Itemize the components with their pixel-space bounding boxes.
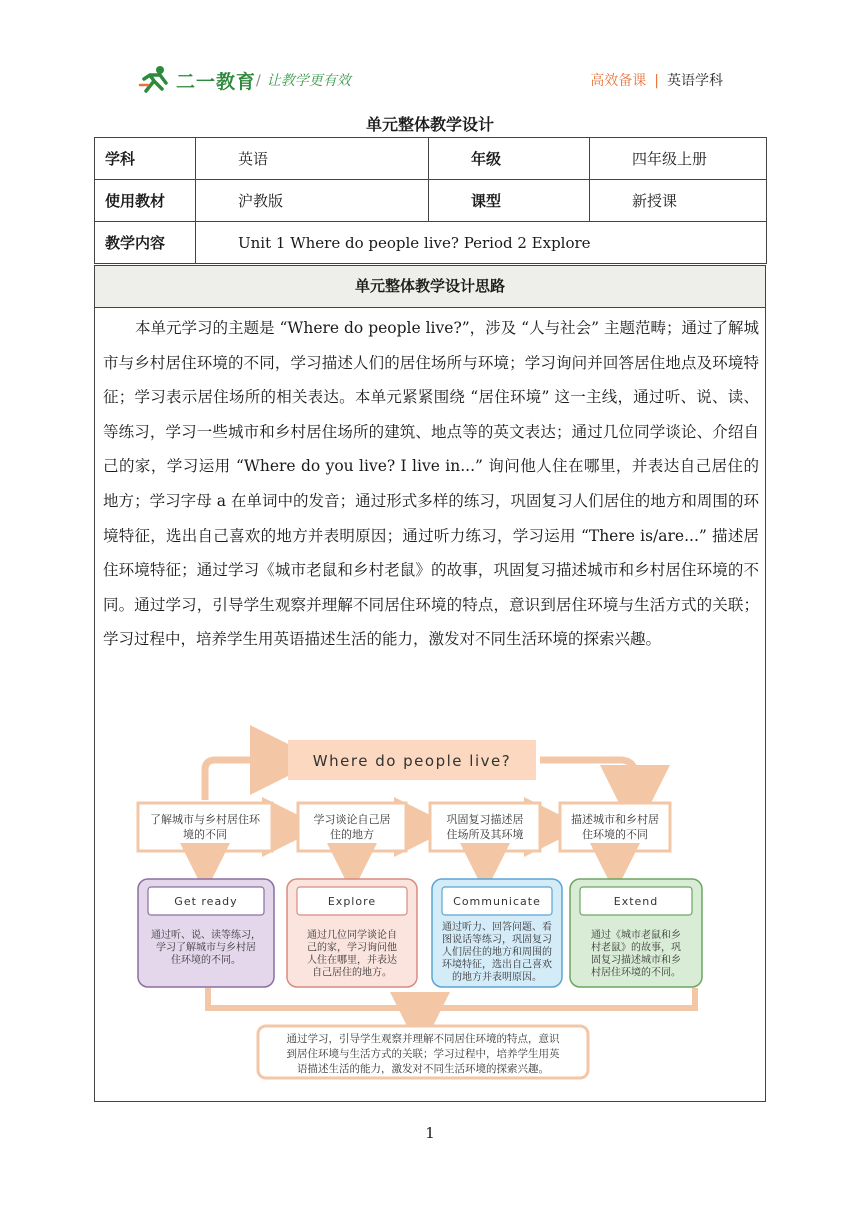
design-thinking-paragraph: 本单元学习的主题是 “Where do people live?”，涉及 “人与社会” 主题范畴；通过了解城市与乡村居住环境的不同，学习描述人们的居住场所与环境；学习询问并回答居住地点及环境特征；学习表示居住场所的相关表达。本单元紧紧围绕 “居住环境” 这一主线，通过听、说、读、等练习，学习一些城市和乡村居住场所的建筑、地点等的英文表达；通过几位同学谈论、介绍自己的家，学习运用 “Where do you live? I live in...” 询问他人住在哪里，并表达自己居住的地方；学习字母 a 在单词中的发音；通过形式多样的练习，巩固复习人们居住的地方和周围的环境特征，选出自己喜欢的地方并表明原因；通过听力练习，学习运用 “There is/are...” 描述居住环境特征；通过学习《城市老鼠和乡村老鼠》的故事，巩固复习描述城市和乡村居住环境的不同。通过学习，引导学生观察并理解不同居住环境的特点，意识到居住环境与生活方式的关联；学习过程中，培养学生用英语描述生活的能力，激发对不同生活环境的探索兴趣。 bbox=[103, 319, 759, 649]
lesson-type-label: 课型 bbox=[429, 180, 590, 222]
goal-box bbox=[138, 803, 272, 851]
header-tag-prep: 高效备课 bbox=[590, 73, 647, 89]
goal-box bbox=[430, 803, 540, 851]
stage-desc: 通过听、说、读等练习， bbox=[151, 930, 261, 941]
loop-arrow-left bbox=[205, 760, 285, 800]
textbook-value: 沪教版 bbox=[196, 180, 429, 222]
logo-text: 二一教育 bbox=[176, 70, 257, 93]
grade-value: 四年级上册 bbox=[590, 138, 767, 180]
goal-text: 境的不同 bbox=[183, 828, 227, 841]
goal-box bbox=[298, 803, 406, 851]
loop-arrow-right bbox=[540, 760, 635, 800]
stage-desc: 村老鼠》的故事，巩 bbox=[591, 942, 681, 954]
stage-desc: 自己居住的地方。 bbox=[312, 967, 392, 979]
goal-text: 了解城市与乡村居住环 bbox=[150, 813, 260, 826]
stage-name: Extend bbox=[613, 895, 659, 908]
stage-desc: 通过听力、回答问题、看 bbox=[442, 922, 552, 933]
textbook-label: 使用教材 bbox=[95, 180, 196, 222]
summary-text: 到居住环境与生活方式的关联；学习过程中，培养学生用英 bbox=[286, 1048, 560, 1060]
goal-text: 描述城市和乡村居 bbox=[571, 813, 659, 826]
summary-text: 语描述生活的能力，激发对不同生活环境的探索兴趣。 bbox=[297, 1063, 549, 1075]
diagram-title: Where do people live? bbox=[312, 752, 512, 770]
stage-desc: 通过几位同学谈论自 bbox=[307, 930, 397, 941]
stage-desc: 人住在哪里，并表达 bbox=[307, 955, 397, 966]
page-number: 1 bbox=[425, 1124, 435, 1142]
goal-text: 学习谈论自己居 bbox=[313, 813, 391, 826]
stage-desc: 通过《城市老鼠和乡 bbox=[591, 930, 681, 941]
stage-desc: 村居住环境的不同。 bbox=[591, 967, 681, 979]
stage-name: Communicate bbox=[453, 895, 541, 908]
stage-desc: 图说话等练习，巩固复习 bbox=[442, 934, 552, 946]
header-tag-subject: 英语学科 bbox=[667, 73, 723, 89]
stage-desc: 环境特征，选出自己喜欢 bbox=[442, 959, 552, 971]
goal-box bbox=[560, 803, 670, 851]
grade-label: 年级 bbox=[429, 138, 590, 180]
stage-desc: 人们居住的地方和周围的 bbox=[442, 947, 552, 958]
stage-desc: 固复习描述城市和乡 bbox=[591, 955, 681, 966]
bottom-connector bbox=[208, 988, 695, 1008]
content-value: Unit 1 Where do people live? Period 2 Explore bbox=[196, 222, 767, 264]
content-label: 教学内容 bbox=[95, 222, 196, 264]
slogan-text: 让教学更有效 bbox=[266, 73, 351, 89]
design-thinking-heading: 单元整体教学设计思路 bbox=[94, 265, 766, 308]
goal-text: 住场所及其环境 bbox=[446, 828, 524, 841]
stage-desc: 己的家，学习询问他 bbox=[307, 942, 397, 954]
goal-text: 巩固复习描述居 bbox=[446, 813, 524, 826]
stage-name: Get ready bbox=[174, 895, 238, 908]
stage-desc: 学习了解城市与乡村居 bbox=[156, 942, 256, 954]
stage-name: Explore bbox=[327, 895, 377, 908]
goal-text: 住的地方 bbox=[330, 828, 374, 841]
document-title: 单元整体教学设计 bbox=[365, 115, 494, 134]
subject-value: 英语 bbox=[196, 138, 429, 180]
subject-label: 学科 bbox=[95, 138, 196, 180]
header-tags: 高效备课 | 英语学科 bbox=[590, 73, 723, 89]
stage-desc: 住环境的不同。 bbox=[171, 955, 241, 966]
summary-text: 通过学习，引导学生观察并理解不同居住环境的特点，意识 bbox=[286, 1033, 560, 1045]
lesson-type-value: 新授课 bbox=[590, 180, 767, 222]
goal-text: 住环境的不同 bbox=[582, 828, 648, 841]
stage-desc: 的地方并表明原因。 bbox=[452, 972, 542, 983]
slogan: / 让教学更有效 bbox=[256, 73, 351, 89]
